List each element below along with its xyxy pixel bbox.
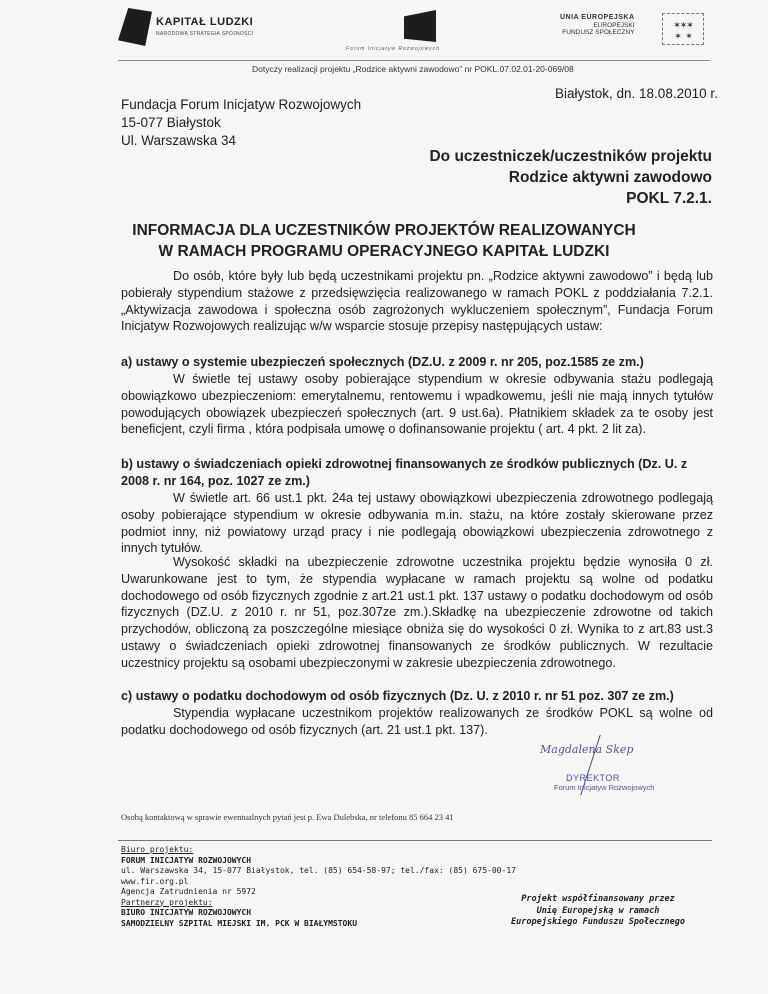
addressee-line-1: Do uczestniczek/uczestników projektu [429, 148, 712, 165]
sender-street: Ul. Warszawska 34 [121, 133, 237, 148]
kapital-ludzki-logo-title: KAPITAŁ LUDZKI [156, 16, 254, 28]
signature-name: Magdalena Skep [540, 743, 634, 756]
partners-label: Partnerzy projektu: [121, 897, 213, 907]
contact-note: Osobą kontaktową w sprawie ewentualnych pytań jest p. Ewa Dulebska, nr telefonu 85 664 23 41 [121, 812, 454, 822]
sender-postcode: 15-077 Białystok [121, 115, 221, 130]
sender-name: Fundacja Forum Inicjatyw Rozwojowych [121, 97, 362, 112]
section-b-heading: b) ustawy o świadczeniach opieki zdrowotnej finansowanych ze środków publicznych (Dz. U. z 2008 r. nr 164, poz. 1027 ze zm.) [121, 457, 688, 488]
sender-address [121, 96, 361, 150]
eu-line-2: EUROPEJSKI [593, 21, 635, 29]
section-b-text-1: W świetle art. 66 ust.1 pkt. 24a tej ustawy obowiązkowi ubezpieczenia zdrowotnego podlegają osoby pobierające stypendium w okresie odbywania m.in. stażu, na które zostały skierowane przez podmiot inny, niż powiatowy urząd pracy i nie podlegają obowiązkowi ubezpieczenia zdrowotnego z innych tytułów. [121, 491, 713, 556]
partner-2: SAMODZIELNY SZPITAL MIEJSKI IM. PCK W BIAŁYMSTOKU [121, 918, 358, 928]
addressee-line-3: POKL 7.2.1. [626, 190, 712, 207]
eu-logo-text [560, 14, 635, 37]
header-divider [118, 60, 710, 61]
office-agency: Agencja Zatrudnienia nr 5972 [121, 887, 256, 896]
forum-logo [400, 10, 442, 50]
document-title-line-2: W RAMACH PROGRAMU OPERACYJNEGO KAPITAŁ LUDZKI [158, 243, 610, 260]
kapital-ludzki-emblem-icon [118, 8, 152, 46]
forum-logo-caption: Forum Inicjatyw Rozwojowych [346, 46, 440, 52]
partner-1: BIURO INICJATYW ROZWOJOWYCH [121, 908, 252, 917]
project-reference: Dotyczy realizacji projektu „Rodzice aktywni zawodowo” nr POKL.07.02.01-20-069/08 [252, 64, 574, 74]
cofinance-line-1: Projekt współfinansowany przez [521, 894, 675, 904]
kapital-ludzki-logo-subtitle: NARODOWA STRATEGIA SPÓJNOŚCI [156, 31, 254, 37]
section-b-text-2: Wysokość składki na ubezpieczenie zdrowotne uczestnika projektu będzie wynosiła 0 zł. Uwarunkowane jest to tym, że stypendia wypłacane w ramach projektu są wolne od podatku dochodowego od osób fizycznych zgodnie z art.21 ust.1 pkt. 137 ustawy o podatku dochodowym od osób fizycznych (DZ.U. z 2010 r. nr 51, poz.307ze zm.).Składkę na ubezpieczenie zdrowotne od takich przychodów, obliczoną za poszczególne miesiące obniża się do wysokości 0 zł. Wynika to z art.83 ust.3 ustawy o świadczeniach opieki zdrowotnej finansowanych ze środków publicznych. W rezultacie uczestnicy projektu są osobami ubezpieczonymi w zakresie ubezpieczenia zdrowotnego. [121, 555, 713, 670]
eu-stars-icon: ✶✶✶ ✶ ✶ [673, 20, 693, 41]
office-label: Biuro projektu: [121, 845, 194, 854]
signature-stamp [530, 735, 710, 805]
office-name: FORUM INICJATYW ROZWOJOWYCH [121, 855, 252, 865]
office-website: www.fir.org.pl [121, 876, 189, 886]
section-a-heading: a) ustawy o systemie ubezpieczeń społecznych (DZ.U. z 2009 r. nr 205, poz.1585 ze zm.) [121, 355, 644, 369]
office-address: ul. Warszawska 34, 15-077 Białystok, tel. (85) 654-58-97; tel./fax: (85) 675-00-17 [121, 866, 516, 875]
footer-divider [118, 840, 712, 841]
addressee [429, 146, 712, 209]
eu-flag-icon [662, 13, 704, 45]
document-title-line-1: INFORMACJA DLA UCZESTNIKÓW PROJEKTÓW REALIZOWANYCH [132, 222, 636, 239]
intro-paragraph: Do osób, które były lub będą uczestnikami projektu pn. „Rodzice aktywni zawodowo” i będą lub pobierały stypendium stażowe z przedsięwzięcia realizowanego w ramach POKL z poddziałania 7.2.1. „Aktywizacja zawodowa i społeczna osób zagrożonych wykluczeniem społecznym”, Fundacja Forum Inicjatyw Rozwojowych realizując w/w wsparcie stosuje przepisy następujących ustaw: [121, 269, 713, 334]
section-a-text: W świetle tej ustawy osoby pobierające stypendium w okresie odbywania stażu podlegają obowiązkowo ubezpieczeniom: emerytalnemu, rentowemu i wpadkowemu, jeśli nie mają innych tytułów powodujących obowiązek ubezpieczeń społecznych (art. 9 ust.6a). Płatnikiem składek za te osoby jest beneficjent, czyli firma , która podpisała umowę o dofinansowanie projektu ( art. 4 pkt. 2 lit za). [121, 372, 713, 437]
cofinance-note [478, 894, 718, 929]
document-title [0, 220, 768, 262]
addressee-line-2: Rodzice aktywni zawodowo [508, 169, 712, 186]
section-c-text: Stypendia wypłacane uczestnikom projektów realizowanych ze środków POKL są wolne od podatku dochodowego od osób fizycznych (art. 21 ust.1 pkt. 137). [121, 706, 713, 737]
forum-flag-icon [404, 10, 436, 42]
stamp-title: DYREKTOR [566, 773, 620, 783]
eu-line-1: UNIA EUROPEJSKA [560, 14, 635, 21]
stamp-organization: Forum Inicjatyw Rozwojowych [554, 783, 655, 792]
eu-line-3: FUNDUSZ SPOŁECZNY [562, 29, 635, 36]
footer-project-office [121, 845, 516, 929]
section-c-heading: c) ustawy o podatku dochodowym od osób fizycznych (Dz. U. z 2010 r. nr 51 poz. 307 ze zm.) [121, 689, 674, 703]
kapital-ludzki-logo [118, 8, 278, 50]
cofinance-line-2: Unię Europejską w ramach [536, 905, 660, 916]
cofinance-line-3: Europejskiego Funduszu Społecznego [511, 917, 685, 927]
city-date: Białystok, dn. 18.08.2010 r. [555, 86, 718, 101]
